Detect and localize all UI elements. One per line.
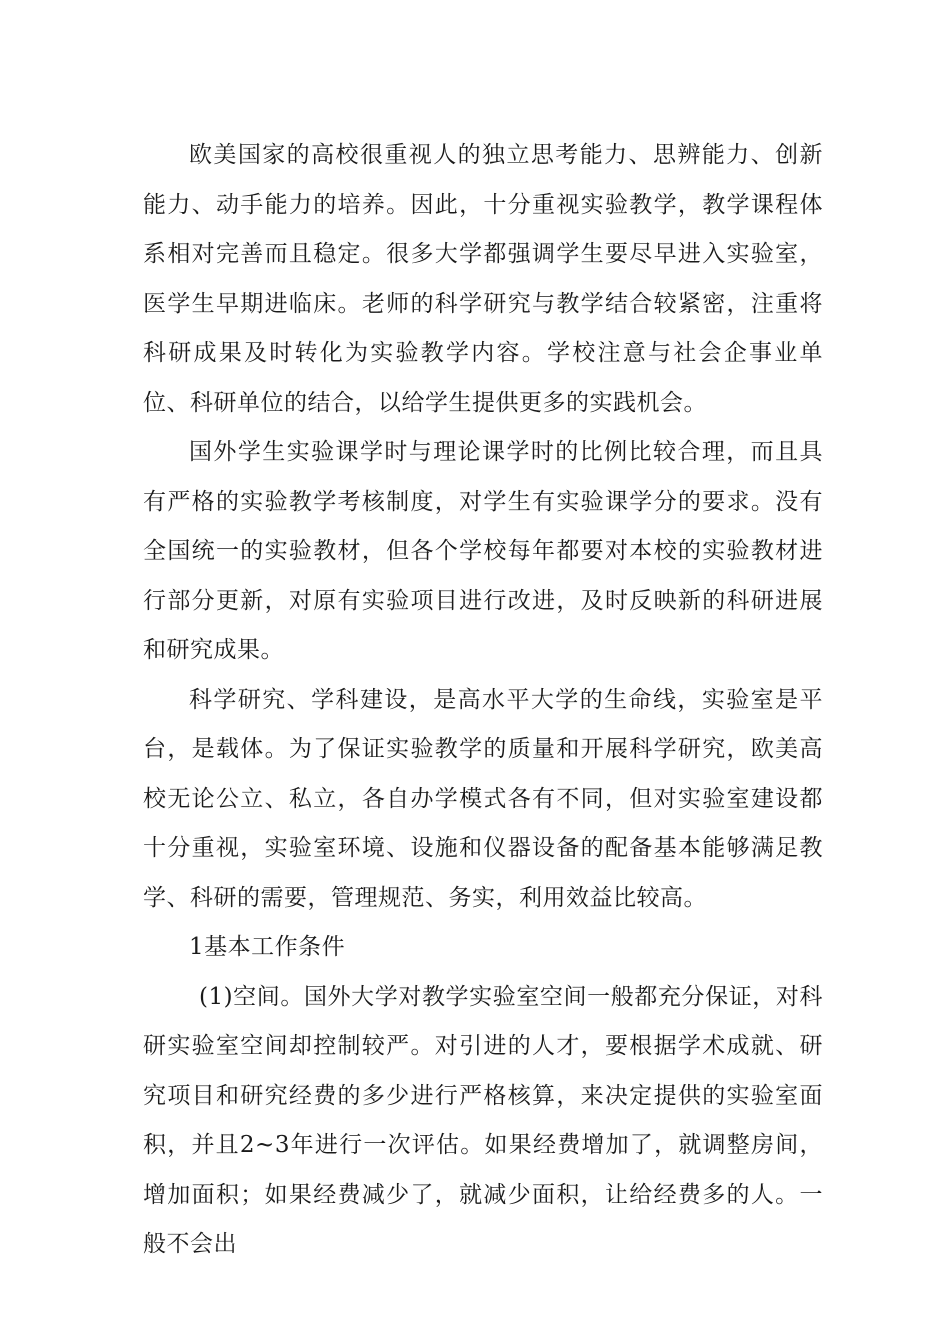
section-heading: 1基本工作条件 [189, 934, 346, 960]
paragraph-space: (1)空间。国外大学对教学实验室空间一般都充分保证，对科研实验室空间却控制较严。对引进的人才，要根据学术成就、研究项目和研究经费的多少进行严格核算，来决定提供的实验室面积，并且2~3年进行一次评估。如果经费增加了，就调整房间，增加面积；如果经费减少了，就减少面积，让给经费多的人。一般不会出 [143, 983, 823, 1257]
paragraph-research-lifeline: 科学研究、学科建设，是高水平大学的生命线，实验室是平台，是载体。为了保证实验教学的质量和开展科学研究，欧美高校无论公立、私立，各自办学模式各有不同，但对实验室建设都十分重视，实验室环境、设施和仪器设备的配备基本能够满足教学、科研的需要，管理规范、务实，利用效益比较高。 [143, 686, 823, 911]
document-body [143, 131, 823, 1270]
paragraph-lab-hours: 国外学生实验课学时与理论课学时的比例比较合理，而且具有严格的实验教学考核制度，对学生有实验课学分的要求。没有全国统一的实验教材，但各个学校每年都要对本校的实验教材进行部分更新，对原有实验项目进行改进，及时反映新的科研进展和研究成果。 [143, 439, 823, 663]
paragraph-western-universities: 欧美国家的高校很重视人的独立思考能力、思辨能力、创新能力、动手能力的培养。因此，十分重视实验教学，教学课程体系相对完善而且稳定。很多大学都强调学生要尽早进入实验室，医学生早期进临床。老师的科学研究与教学结合较紧密，注重将科研成果及时转化为实验教学内容。学校注意与社会企事业单位、科研单位的结合，以给学生提供更多的实践机会。 [143, 142, 823, 416]
